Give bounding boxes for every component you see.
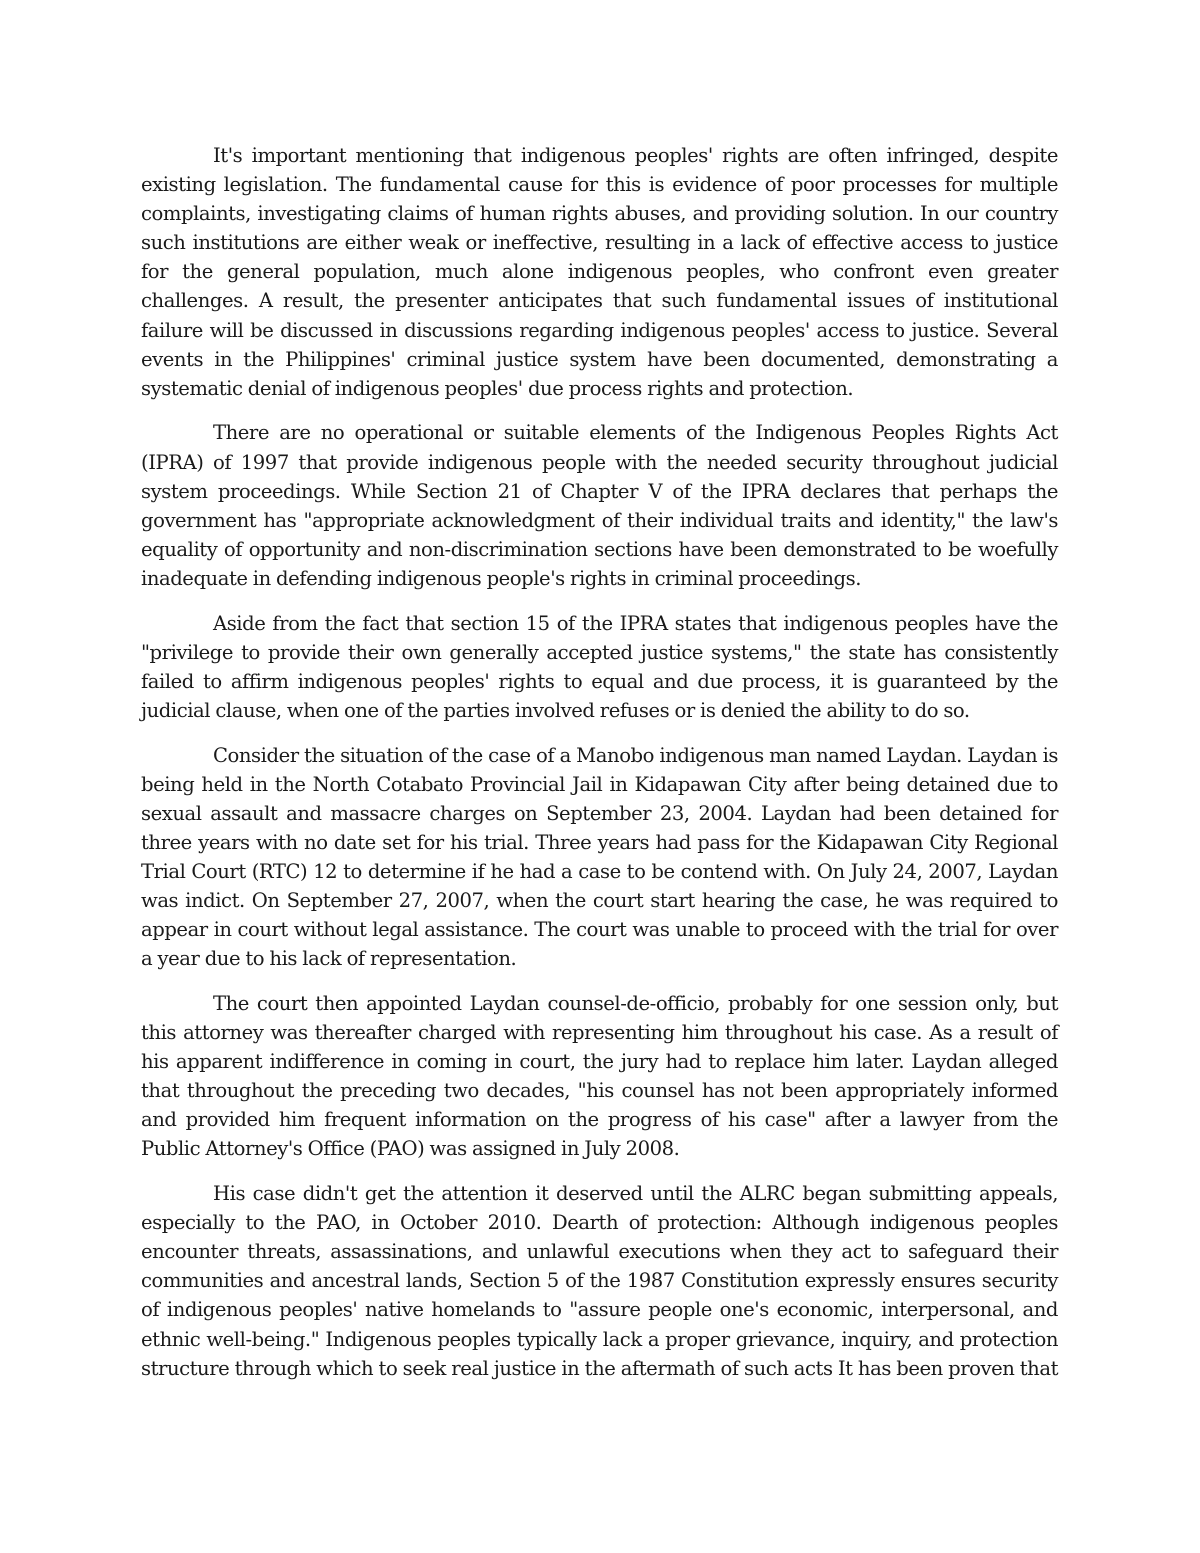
paragraph-3: Aside from the fact that section 15 of the IPRA states that indigenous peoples have the "privilege to provide their own generally accepted justice systems," the state has consistently failed to affirm indigenous peoples' rights to equal and due process, it is guaranteed by the judicial clause, when one of the parties involved refuses or is denied the ability to do so. <box>141 611 1058 722</box>
paragraph-5: The court then appointed Laydan counsel-de-officio, probably for one session only, but this attorney was thereafter charged with representing him throughout his case. As a result of his apparent indifference in coming in court, the jury had to replace him later. Laydan alleged that throughout the preceding two decades, "his counsel has not been appropriately informed and provided him frequent information on the progress of his case" after a lawyer from the Public Attorney's Office (PAO) was assigned in July 2008. <box>141 991 1058 1161</box>
paragraph-1: It's important mentioning that indigenous peoples' rights are often infringed, despite existing legislation. The fundamental cause for this is evidence of poor processes for multiple complaints, investigating claims of human rights abuses, and providing solution. In our country such institutions are either weak or ineffective, resulting in a lack of effective access to justice for the general population, much alone indigenous peoples, who confront even greater challenges. A result, the presenter anticipates that such fundamental issues of institutional failure will be discussed in discussions regarding indigenous peoples' access to justice. Several events in the Philippines' criminal justice system have been documented, demonstrating a systematic denial of indigenous peoples' due process rights and protection. <box>141 144 1058 400</box>
document-body <box>141 141 1058 1398</box>
paragraph-6: His case didn't get the attention it deserved until the ALRC began submitting appeals, especially to the PAO, in October 2010. Dearth of protection: Although indigenous peoples encounter threats, assassinations, and unlawful executions when they act to safeguard their communities and ancestral lands, Section 5 of the 1987 Constitution expressly ensures security of indigenous peoples' native homelands to "assure people one's economic, interpersonal, and ethnic well-being." Indigenous peoples typically lack a proper grievance, inquiry, and protection structure through which to seek real justice in the aftermath of such acts It has been proven that <box>141 1182 1058 1380</box>
paragraph-4: Consider the situation of the case of a Manobo indigenous man named Laydan. Laydan is being held in the North Cotabato Provincial Jail in Kidapawan City after being detained due to sexual assault and massacre charges on September 23, 2004. Laydan had been detained for three years with no date set for his trial. Three years had pass for the Kidapawan City Regional Trial Court (RTC) 12 to determine if he had a case to be contend with. On July 24, 2007, Laydan was indict. On September 27, 2007, when the court start hearing the case, he was required to appear in court without legal assistance. The court was unable to proceed with the trial for over a year due to his lack of representation. <box>141 743 1058 971</box>
paragraph-2: There are no operational or suitable elements of the Indigenous Peoples Rights Act (IPRA) of 1997 that provide indigenous people with the needed security throughout judicial system proceedings. While Section 21 of Chapter V of the IPRA declares that perhaps the government has "appropriate acknowledgment of their individual traits and identity," the law's equality of opportunity and non-discrimination sections have been demonstrated to be woefully inadequate in defending indigenous people's rights in criminal proceedings. <box>141 421 1058 590</box>
